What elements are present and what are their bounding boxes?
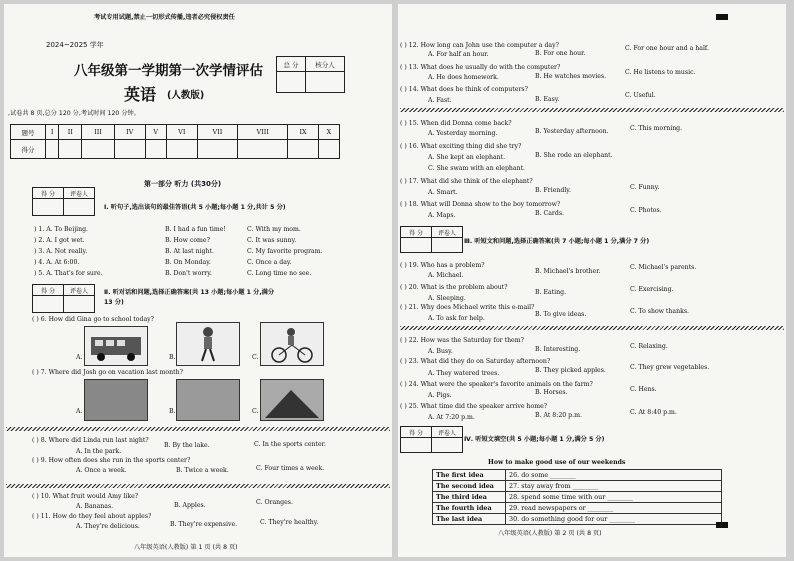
score-table-header xyxy=(11,125,340,140)
school-year: 2024~2025 学年 xyxy=(46,41,104,49)
option-b: B. They're expensive. xyxy=(170,521,238,528)
score-row-label: 得分 xyxy=(11,140,46,159)
option-b: B. Horses. xyxy=(535,389,568,396)
option-a: A. Maps. xyxy=(428,212,456,219)
q7-text: ( ) 7. Where did Josh go on vacation last month? xyxy=(32,369,183,376)
score-cell[interactable] xyxy=(145,140,166,159)
q-num: ) 5. xyxy=(34,270,45,277)
option-c: C. To show thanks. xyxy=(630,308,689,315)
option-a: A. Fast. xyxy=(428,97,452,104)
score-cell[interactable] xyxy=(197,140,237,159)
page-footer: 八年级英语(人教版) 第 2 页 (共 8 页) xyxy=(498,530,602,537)
option-c: C. Funny. xyxy=(630,184,660,191)
grader-box-3 xyxy=(400,226,463,253)
q14-text: ( ) 14. What does he think of computers? xyxy=(400,86,528,93)
score-table xyxy=(10,124,340,159)
mountain-icon xyxy=(261,380,323,420)
q5-row xyxy=(34,270,103,277)
option-b: B. Easy. xyxy=(535,96,560,103)
idea-label: The last idea xyxy=(433,514,506,525)
exam-subject: 英语 xyxy=(124,85,157,104)
score-col: IX xyxy=(288,125,319,140)
option-b: B. They picked apples. xyxy=(535,367,606,374)
total-label: 总 分 xyxy=(277,57,306,72)
option-c: C. With my mom. xyxy=(247,226,301,233)
grader-score-cell[interactable] xyxy=(401,438,432,453)
page-footer: 八年级英语(人教版) 第 1 页 (共 8 页) xyxy=(134,544,238,551)
idea-blank[interactable]: 30. do something good for our ________ xyxy=(506,514,722,525)
score-cell[interactable] xyxy=(166,140,197,159)
q16-text: ( ) 16. What exciting thing did she try? xyxy=(400,143,522,150)
section1-heading: Ⅰ. 听句子,选出该句的最佳答语(共 5 小题;每小题 1 分,共计 5 分) xyxy=(104,204,286,211)
q22-text: ( ) 22. How was the Saturday for them? xyxy=(400,337,524,344)
pic-label-a: A. xyxy=(76,408,83,415)
pic-label-c: C. xyxy=(252,354,259,361)
score-col: IV xyxy=(114,125,145,140)
q13-text: ( ) 13. What does he usually do with the computer? xyxy=(400,64,561,71)
option-b: B. Michael's brother. xyxy=(535,268,601,275)
idea-label: The first idea xyxy=(433,470,506,481)
score-col: II xyxy=(59,125,82,140)
section3-heading: Ⅲ. 听短文和问题,选择正确答案(共 7 小题;每小题 1 分,满分 7 分) xyxy=(464,238,650,245)
option-c: C. Useful. xyxy=(625,92,656,99)
grader-score-label: 得 分 xyxy=(401,227,432,238)
ideas-row xyxy=(433,514,722,525)
grader-name-label: 评卷人 xyxy=(432,227,463,238)
score-col: VIII xyxy=(238,125,288,140)
option-c: C. She swam with an elephant. xyxy=(428,165,526,172)
checker-label: 核分人 xyxy=(306,57,345,72)
pic-label-a: A. xyxy=(76,354,83,361)
ideas-title: How to make good use of our weekends xyxy=(488,459,626,466)
q17-text: ( ) 17. What did she think of the elephant? xyxy=(400,178,533,185)
score-col: I xyxy=(46,125,59,140)
ideas-row xyxy=(433,492,722,503)
great-wall-picture xyxy=(176,379,240,421)
ideas-row xyxy=(433,481,722,492)
option-a: A. I got wet. xyxy=(46,237,85,244)
q15-text: ( ) 15. When did Donna come back? xyxy=(400,120,512,127)
option-c: C. He listens to music. xyxy=(625,69,696,76)
q23-text: ( ) 23. What did they do on Saturday afternoon? xyxy=(400,358,551,365)
cut-line xyxy=(400,326,784,330)
score-col: V xyxy=(145,125,166,140)
option-c: C. My favorite program. xyxy=(247,248,323,255)
q2-row xyxy=(34,237,85,244)
idea-blank[interactable]: 28. spend some time with our ________ xyxy=(506,492,722,503)
score-cell[interactable] xyxy=(288,140,319,159)
option-a: A. They watered trees. xyxy=(428,370,500,377)
grader-name-cell[interactable] xyxy=(432,238,463,253)
q-num: ) 1. xyxy=(34,226,45,233)
grader-score-label: 得 分 xyxy=(33,188,64,199)
option-b: B. She rode an elephant. xyxy=(535,152,613,159)
grader-name-cell[interactable] xyxy=(64,296,95,313)
score-col: X xyxy=(318,125,339,140)
option-c: C. It was sunny. xyxy=(247,237,297,244)
option-b: B. Twice a week. xyxy=(176,467,229,474)
option-b: B. He watches movies. xyxy=(535,73,607,80)
grader-score-cell[interactable] xyxy=(33,296,64,313)
q-num: ) 4. xyxy=(34,259,45,266)
grader-name-cell[interactable] xyxy=(64,199,95,216)
option-b: B. Friendly. xyxy=(535,187,571,194)
idea-blank[interactable]: 27. stay away from ________ xyxy=(506,481,722,492)
option-a: A. At 7:20 p.m. xyxy=(428,414,475,421)
score-cell[interactable] xyxy=(46,140,59,159)
section2-heading-cont: 13 分) xyxy=(104,299,124,306)
option-b: B. Interesting. xyxy=(535,346,581,353)
option-c: C. Photos. xyxy=(630,207,662,214)
q8-text: ( ) 8. Where did Linda run last night? xyxy=(32,437,149,444)
option-c: C. Exercising. xyxy=(630,286,674,293)
exam-info: ,试卷共 8 页,总分 120 分,考试时间 120 分钟。 xyxy=(8,110,140,117)
exam-page-2 xyxy=(398,4,786,557)
option-a: A. In the park. xyxy=(76,448,122,455)
cut-line xyxy=(6,427,390,431)
q20-text: ( ) 20. What is the problem about? xyxy=(400,284,508,291)
walking-girl-picture xyxy=(176,322,240,366)
option-b: B. At last night. xyxy=(165,248,214,255)
top-note: 考试专用试题,禁止一切形式传播,违者必究侵权责任 xyxy=(94,14,235,21)
option-c: C. They're healthy. xyxy=(260,519,319,526)
q6-text: ( ) 6. How did Gina go to school today? xyxy=(32,316,154,323)
scan-marker xyxy=(716,14,728,20)
score-cell[interactable] xyxy=(59,140,82,159)
grader-box-4 xyxy=(400,426,463,453)
ideas-table xyxy=(432,469,722,525)
option-b: B. On Monday. xyxy=(165,259,211,266)
option-a: A. At 6:00. xyxy=(46,259,80,266)
total-score-box xyxy=(276,56,345,93)
option-c: C. For one hour and a half. xyxy=(625,45,709,52)
grader-name-label: 评卷人 xyxy=(432,427,463,438)
option-c: C. This morning. xyxy=(630,125,683,132)
option-c: C. Once a day. xyxy=(247,259,292,266)
cut-line xyxy=(400,108,784,112)
q24-text: ( ) 24. What were the speaker's favorite animals on the farm? xyxy=(400,381,593,388)
option-c: C. Long time no see. xyxy=(247,270,312,277)
option-b: B. Yesterday afternoon. xyxy=(535,128,609,135)
q3-row xyxy=(34,248,87,255)
garden-picture xyxy=(84,379,148,421)
section2-heading: Ⅱ. 听对话和问题,选择正确答案(共 13 小题;每小题 1 分,满分 xyxy=(104,289,275,296)
pic-label-b: B. xyxy=(169,354,176,361)
score-col: III xyxy=(82,125,114,140)
q19-text: ( ) 19. Who has a problem? xyxy=(400,262,485,269)
bike-icon xyxy=(261,323,323,365)
grader-box-1 xyxy=(32,187,95,216)
option-a: A. She kept an elephant. xyxy=(428,154,506,161)
score-cell[interactable] xyxy=(318,140,339,159)
option-b: B. I had a fun time! xyxy=(165,226,226,233)
walking-girl-icon xyxy=(177,323,239,365)
option-b: B. Eating. xyxy=(535,289,567,296)
option-c: C. Relaxing. xyxy=(630,343,668,350)
option-a: A. Busy. xyxy=(428,348,453,355)
mountain-picture xyxy=(260,379,324,421)
bus-icon xyxy=(85,327,147,365)
checker-cell[interactable] xyxy=(306,72,345,93)
grader-box-2 xyxy=(32,284,95,313)
pic-label-c: C. xyxy=(252,408,259,415)
option-c: C. Oranges. xyxy=(256,499,293,506)
option-a: A. Smart. xyxy=(428,189,458,196)
idea-blank[interactable]: 29. read newspapers or ________ xyxy=(506,503,722,514)
part1-heading: 第一部分 听力 (共30分) xyxy=(144,180,222,188)
idea-label: The second idea xyxy=(433,481,506,492)
option-c: C. At 8:40 p.m. xyxy=(630,409,677,416)
score-cell[interactable] xyxy=(238,140,288,159)
grader-name-cell[interactable] xyxy=(432,438,463,453)
option-a: A. Michael. xyxy=(428,272,464,279)
score-col-label: 题号 xyxy=(11,125,46,140)
grader-name-label: 评卷人 xyxy=(64,285,95,296)
ideas-row xyxy=(433,503,722,514)
option-a: A. That's for sure. xyxy=(46,270,103,277)
exam-edition: (人教版) xyxy=(167,90,205,101)
idea-blank[interactable]: 26. do some ________ xyxy=(506,470,722,481)
q10-text: ( ) 10. What fruit would Amy like? xyxy=(32,493,139,500)
option-b: B. Cards. xyxy=(535,210,564,217)
grader-score-label: 得 分 xyxy=(401,427,432,438)
exam-page-1 xyxy=(4,4,392,557)
q18-text: ( ) 18. What will Donna show to the boy tomorrow? xyxy=(400,201,561,208)
option-a: A. Bananas. xyxy=(76,503,114,510)
q21-text: ( ) 21. Why does Michael write this e-mail? xyxy=(400,304,535,311)
grader-score-cell[interactable] xyxy=(33,199,64,216)
score-col: VII xyxy=(197,125,237,140)
section4-heading: Ⅳ. 听短文填空(共 5 小题;每小题 1 分,满分 5 分) xyxy=(464,436,605,443)
option-a: A. Not really. xyxy=(46,248,88,255)
score-cell[interactable] xyxy=(114,140,145,159)
option-c: C. Michael's parents. xyxy=(630,264,697,271)
bus-picture xyxy=(84,326,148,366)
option-a: A. He does homework. xyxy=(428,74,499,81)
q4-row xyxy=(34,259,79,266)
q-num: ) 3. xyxy=(34,248,45,255)
option-b: B. Apples. xyxy=(174,502,206,509)
option-b: B. By the lake. xyxy=(164,442,210,449)
q1-row xyxy=(34,226,88,233)
scan-marker xyxy=(716,522,728,528)
option-c: C. Hens. xyxy=(630,386,657,393)
grader-score-label: 得 分 xyxy=(33,285,64,296)
option-a: A. To Beijing. xyxy=(46,226,89,233)
option-c: C. Four times a week. xyxy=(256,465,325,472)
option-a: A. Yesterday morning. xyxy=(428,130,498,137)
q12-text: ( ) 12. How long can John use the computer a day? xyxy=(400,42,559,49)
score-cell[interactable] xyxy=(82,140,114,159)
grader-name-label: 评卷人 xyxy=(64,188,95,199)
total-cell[interactable] xyxy=(277,72,306,93)
idea-label: The fourth idea xyxy=(433,503,506,514)
option-c: C. They grew vegetables. xyxy=(630,364,710,371)
option-a: A. For half an hour. xyxy=(428,51,489,58)
q11-text: ( ) 11. How do they feel about apples? xyxy=(32,513,152,520)
exam-title: 八年级第一学期第一次学情评估 xyxy=(74,63,263,79)
idea-label: The third idea xyxy=(433,492,506,503)
option-b: B. For one hour. xyxy=(535,50,586,57)
option-b: B. How come? xyxy=(165,237,210,244)
ideas-row xyxy=(433,470,722,481)
option-b: B. At 8:20 p.m. xyxy=(535,412,582,419)
score-col: VI xyxy=(166,125,197,140)
option-a: A. Sleeping. xyxy=(428,295,466,302)
pic-label-b: B. xyxy=(169,408,176,415)
q-num: ) 2. xyxy=(34,237,45,244)
option-b: B. Don't worry. xyxy=(165,270,212,277)
cut-line xyxy=(6,484,390,488)
option-a: A. Once a week. xyxy=(76,467,127,474)
q9-text: ( ) 9. How often does she run in the sports center? xyxy=(32,457,191,464)
option-a: A. They're delicious. xyxy=(76,523,140,530)
option-c: C. In the sports center. xyxy=(254,441,326,448)
option-a: A. Pigs. xyxy=(428,392,452,399)
bike-picture xyxy=(260,322,324,366)
grader-score-cell[interactable] xyxy=(401,238,432,253)
q25-text: ( ) 25. What time did the speaker arrive home? xyxy=(400,403,548,410)
option-b: B. To give ideas. xyxy=(535,311,587,318)
option-a: A. To ask for help. xyxy=(428,315,485,322)
score-table-row xyxy=(11,140,340,159)
